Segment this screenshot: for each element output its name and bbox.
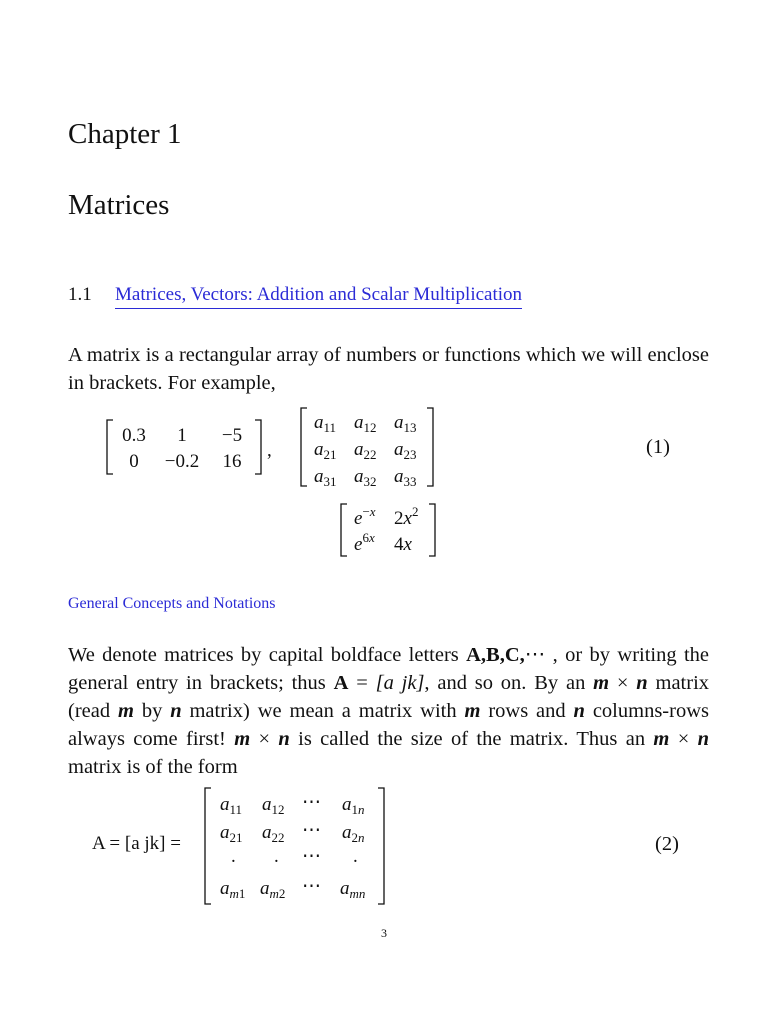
left-bracket — [107, 420, 113, 474]
times: × — [609, 672, 637, 694]
text: , and so on. By an — [424, 672, 594, 694]
bold-letters: A,B,C, — [466, 644, 525, 666]
a-cell: $a_{12}$ — [354, 412, 377, 435]
equation-number-2: (2) — [655, 833, 679, 855]
var-n: n — [278, 728, 290, 750]
right-bracket — [427, 408, 433, 486]
times: × — [669, 728, 698, 750]
text: We denote matrices by capital boldface letters — [68, 644, 467, 666]
exp-cell: $e^{-x}$ — [354, 504, 376, 529]
var-m: m — [234, 728, 251, 750]
a-matrix — [298, 404, 438, 490]
a-cell: $a_{22}$ — [354, 439, 377, 462]
a-cell: $a_{11}$ — [314, 412, 337, 435]
a-cell: $a_{13}$ — [394, 412, 417, 435]
numeric-cell: 0 — [129, 451, 139, 472]
matrix-cell: $a_{m2}$ — [260, 878, 286, 901]
var-m: m — [653, 728, 670, 750]
subsection-heading: General Concepts and Notations — [68, 595, 276, 612]
a-cell: $a_{21}$ — [314, 439, 337, 462]
section-number: 1.1 — [68, 284, 92, 305]
matrix-cell: . — [231, 846, 236, 867]
a-cell: $a_{32}$ — [354, 466, 377, 489]
text: columns-rows always come first! — [68, 700, 709, 750]
a-cell: $a_{23}$ — [394, 439, 417, 462]
matrix-cell: ⋯ — [302, 876, 321, 897]
section-link[interactable]: Matrices, Vectors: Addition and Scalar Multiplication — [115, 284, 522, 309]
matrix-cell: ⋯ — [302, 846, 321, 867]
page-number: 3 — [381, 926, 387, 940]
var-n: n — [697, 728, 710, 750]
matrix-cell: $a_{22}$ — [262, 822, 285, 845]
concepts-paragraph — [68, 641, 709, 781]
text: matrix) we mean a matrix with — [181, 700, 465, 722]
left-bracket — [301, 408, 307, 486]
var-n: n — [573, 700, 585, 722]
numeric-cell: −0.2 — [164, 451, 200, 472]
section-heading — [68, 284, 522, 306]
var-n: n — [170, 700, 182, 722]
numeric-matrix — [104, 416, 274, 478]
var-m: m — [117, 700, 134, 722]
matrix-cell: $a_{12}$ — [262, 794, 285, 817]
text: matrix (read — [68, 672, 710, 722]
numeric-cell: 0.3 — [122, 425, 146, 446]
exp-cell: $e^{6x}$ — [354, 530, 375, 555]
left-bracket — [341, 504, 347, 556]
chapter-label: Chapter 1 — [68, 118, 182, 150]
text: = — [348, 672, 376, 694]
exp-matrix — [338, 500, 440, 560]
numeric-cell: −5 — [221, 425, 243, 446]
equation-number-1: (1) — [646, 436, 670, 458]
matrix-cell: . — [353, 846, 358, 867]
text: is called the size of the matrix. Thus an — [289, 728, 654, 750]
numeric-cell: 16 — [222, 451, 242, 472]
matrix-A: A — [333, 672, 349, 694]
matrix-cell: . — [274, 846, 279, 867]
matrix-cell: $a_{2n}$ — [342, 822, 365, 845]
times: × — [250, 728, 279, 750]
a-cell: $a_{33}$ — [394, 466, 417, 489]
matrix-cell: ⋯ — [302, 792, 321, 813]
text: by — [133, 700, 171, 722]
var-n: n — [636, 672, 648, 694]
general-matrix — [202, 784, 390, 908]
text: matrix is of the form — [68, 756, 238, 778]
numeric-cell: 1 — [177, 425, 187, 446]
right-bracket — [429, 504, 435, 556]
chapter-title: Matrices — [68, 189, 170, 221]
left-bracket — [205, 788, 211, 904]
matrix-cell: $a_{mn}$ — [340, 878, 366, 901]
matrix-cell: $a_{11}$ — [220, 794, 243, 817]
comma: , — [267, 440, 272, 461]
general-matrix-lhs: A = [a jk] = — [92, 833, 181, 854]
exp-cell: $2x^2$ — [394, 504, 419, 529]
a-cell: $a_{31}$ — [314, 466, 337, 489]
text: ⋯ , or by writing the general entry in brackets; thus — [68, 644, 709, 694]
matrix-cell: $a_{m1}$ — [220, 878, 246, 901]
matrix-cell: $a_{21}$ — [220, 822, 243, 845]
var-m: m — [464, 700, 481, 722]
text: rows and — [480, 700, 574, 722]
var-m: m — [593, 672, 610, 694]
general-entry: [a jk] — [375, 672, 425, 694]
right-bracket — [378, 788, 384, 904]
matrix-cell: $a_{1n}$ — [342, 794, 365, 817]
intro-paragraph: A matrix is a rectangular array of numbers or functions which we will enclose in brackets. For example, — [68, 344, 709, 394]
matrix-cell: ⋯ — [302, 820, 321, 841]
exp-cell: 4x — [394, 534, 412, 555]
right-bracket — [255, 420, 261, 474]
